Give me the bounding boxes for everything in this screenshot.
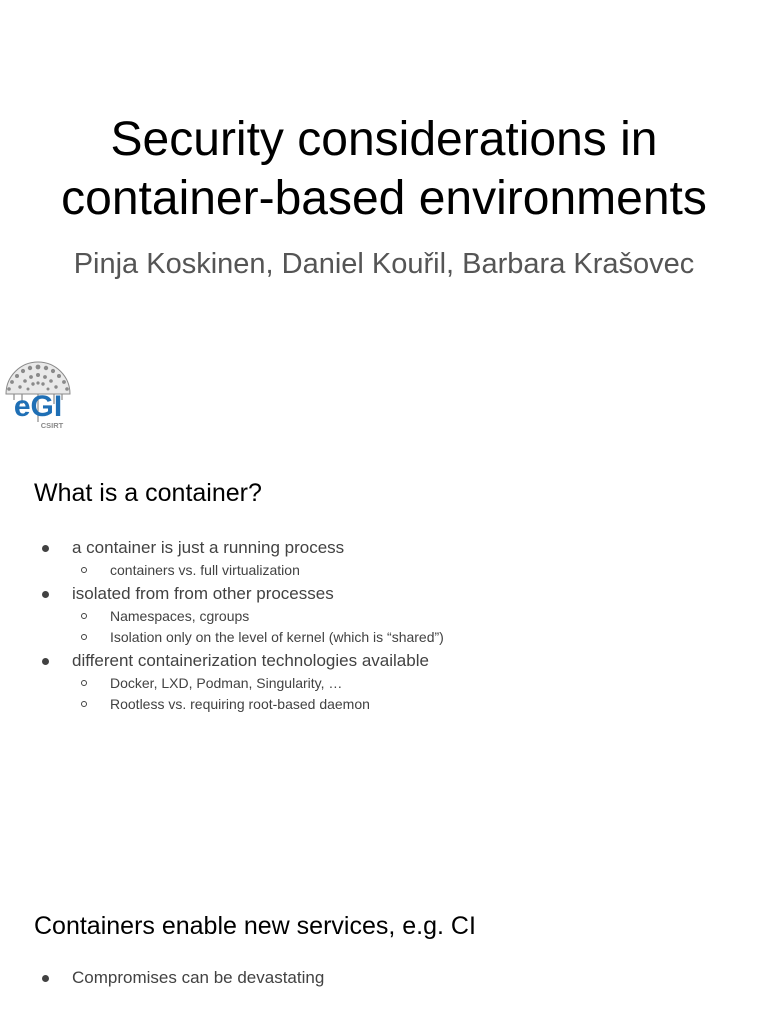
list-item-text: a container is just a running process bbox=[72, 538, 345, 557]
sub-list-item-text: Namespaces, cgroups bbox=[110, 607, 250, 624]
egi-csirt-logo bbox=[0, 356, 76, 436]
bullet-list-section-2 bbox=[0, 966, 768, 990]
sub-list-item bbox=[0, 627, 768, 649]
sub-list-item-text: Isolation only on the level of kernel (which is “shared”) bbox=[110, 629, 444, 645]
bullet-list-section-1 bbox=[0, 536, 768, 716]
list-item bbox=[0, 582, 768, 606]
list-item-text: isolated from from other processes bbox=[72, 583, 334, 603]
logo-subtext: CSIRT bbox=[40, 421, 64, 430]
list-item bbox=[0, 536, 768, 560]
sub-list-item bbox=[0, 606, 768, 628]
list-item-text: different containerization technologies available bbox=[72, 650, 429, 670]
hollow-bullet-icon bbox=[81, 680, 87, 686]
sub-list-item-text: Rootless vs. requiring root-based daemon bbox=[110, 696, 370, 712]
slide-title-line-2: container-based environments bbox=[61, 172, 707, 225]
section-heading-containers-enable: Containers enable new services, e.g. CI bbox=[34, 912, 476, 940]
section-heading-what-is-container: What is a container? bbox=[34, 479, 262, 507]
bullet-icon bbox=[42, 658, 49, 665]
list-item-text: Compromises can be devastating bbox=[72, 968, 325, 987]
hollow-bullet-icon bbox=[81, 701, 87, 707]
slide-title bbox=[0, 110, 768, 228]
hollow-bullet-icon bbox=[81, 567, 87, 573]
list-item bbox=[0, 966, 768, 990]
bullet-icon bbox=[42, 975, 49, 982]
authors-line: Pinja Koskinen, Daniel Kouřil, Barbara Krašovec bbox=[73, 248, 695, 280]
slide-title-line-1: Security considerations in bbox=[110, 113, 658, 166]
sub-list-item bbox=[0, 560, 768, 582]
bullet-icon bbox=[42, 591, 49, 598]
logo-wordmark: eGI bbox=[13, 390, 63, 423]
sub-list-item bbox=[0, 673, 768, 695]
hollow-bullet-icon bbox=[81, 613, 87, 619]
sub-list-item-text: Docker, LXD, Podman, Singularity, … bbox=[110, 674, 343, 691]
list-item bbox=[0, 649, 768, 673]
hollow-bullet-icon bbox=[81, 634, 87, 640]
sub-list-item-text: containers vs. full virtualization bbox=[110, 562, 300, 578]
bullet-icon bbox=[42, 545, 49, 552]
sub-list-item bbox=[0, 694, 768, 716]
